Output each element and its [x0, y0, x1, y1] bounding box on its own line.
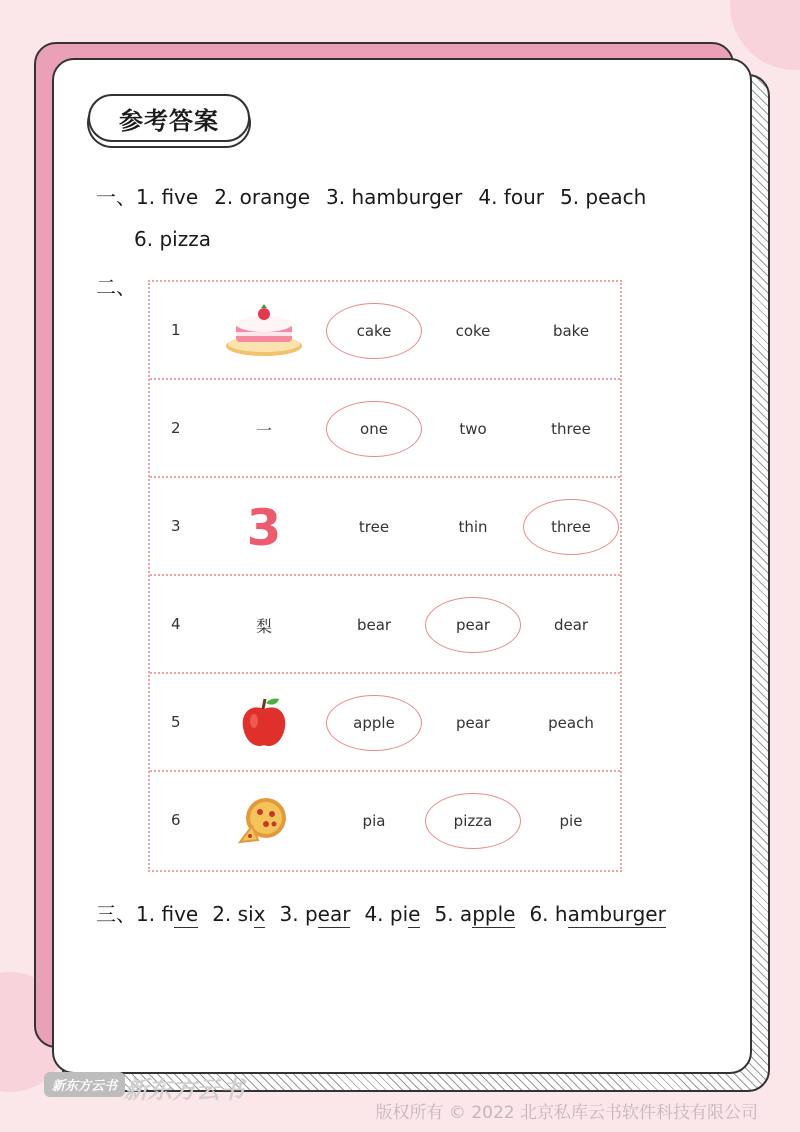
option: pia — [362, 812, 386, 830]
table-row — [150, 282, 620, 380]
chinese-character: 梨 — [255, 616, 272, 636]
option-correct: three — [523, 499, 619, 555]
option-correct: pizza — [425, 793, 521, 849]
table-row — [150, 380, 620, 478]
option: tree — [358, 518, 390, 536]
row-number: 6 — [171, 811, 181, 829]
option: three — [551, 420, 591, 438]
option: dear — [553, 616, 589, 634]
table-row — [150, 478, 620, 576]
option: pear — [455, 714, 491, 732]
answer-item: 1. five — [136, 185, 199, 209]
answer-item: 4. four — [478, 185, 544, 209]
svg-text:3: 3 — [246, 501, 282, 553]
option: bear — [356, 616, 392, 634]
answer-item: 1. five — [136, 902, 199, 926]
option: pie — [559, 812, 583, 830]
row-number: 3 — [171, 517, 181, 535]
word-choice-table — [148, 280, 622, 872]
table-row — [150, 674, 620, 772]
answer-item: 6. hamburger — [529, 902, 666, 926]
option-correct: apple — [326, 695, 422, 751]
cake-image — [224, 300, 304, 362]
chinese-character: 一 — [255, 420, 272, 440]
apple-image — [224, 692, 304, 754]
answer-item: 2. six — [212, 902, 266, 926]
number-three-image — [224, 496, 304, 558]
option: two — [459, 420, 487, 438]
corner-decoration — [730, 0, 800, 70]
section-1-continued — [134, 227, 211, 251]
row-number: 5 — [171, 713, 181, 731]
answer-item: 3. pear — [279, 902, 351, 926]
section-3 — [96, 898, 680, 927]
section-label: 三、 — [96, 902, 136, 926]
option: coke — [455, 322, 491, 340]
answer-item: 3. hamburger — [326, 185, 463, 209]
answer-item: 6. pizza — [134, 227, 211, 251]
answer-item: 2. orange — [214, 185, 311, 209]
answer-item: 5. peach — [559, 185, 647, 209]
page-title: 参考答案 — [88, 94, 250, 142]
brand-name: 新东方云书 — [124, 1076, 244, 1104]
table-row — [150, 576, 620, 674]
brand-logo: 新东方云书 — [44, 1072, 125, 1097]
table-row — [150, 772, 620, 870]
section-2-label: 二、 — [96, 275, 136, 299]
option: peach — [548, 714, 594, 732]
option-correct: cake — [326, 303, 422, 359]
option-correct: pear — [425, 597, 521, 653]
row-number: 2 — [171, 419, 181, 437]
option: bake — [552, 322, 590, 340]
section-label: 一、 — [96, 185, 136, 209]
option-correct: one — [326, 401, 422, 457]
answer-item: 5. apple — [434, 902, 516, 926]
pizza-image — [224, 790, 304, 852]
row-number: 4 — [171, 615, 181, 633]
section-1 — [96, 181, 662, 210]
copyright-notice: 版权所有 © 2022 北京私库云书软件科技有限公司 — [375, 1103, 758, 1123]
answer-item: 4. pie — [364, 902, 421, 926]
row-number: 1 — [171, 321, 181, 339]
option: thin — [458, 518, 488, 536]
